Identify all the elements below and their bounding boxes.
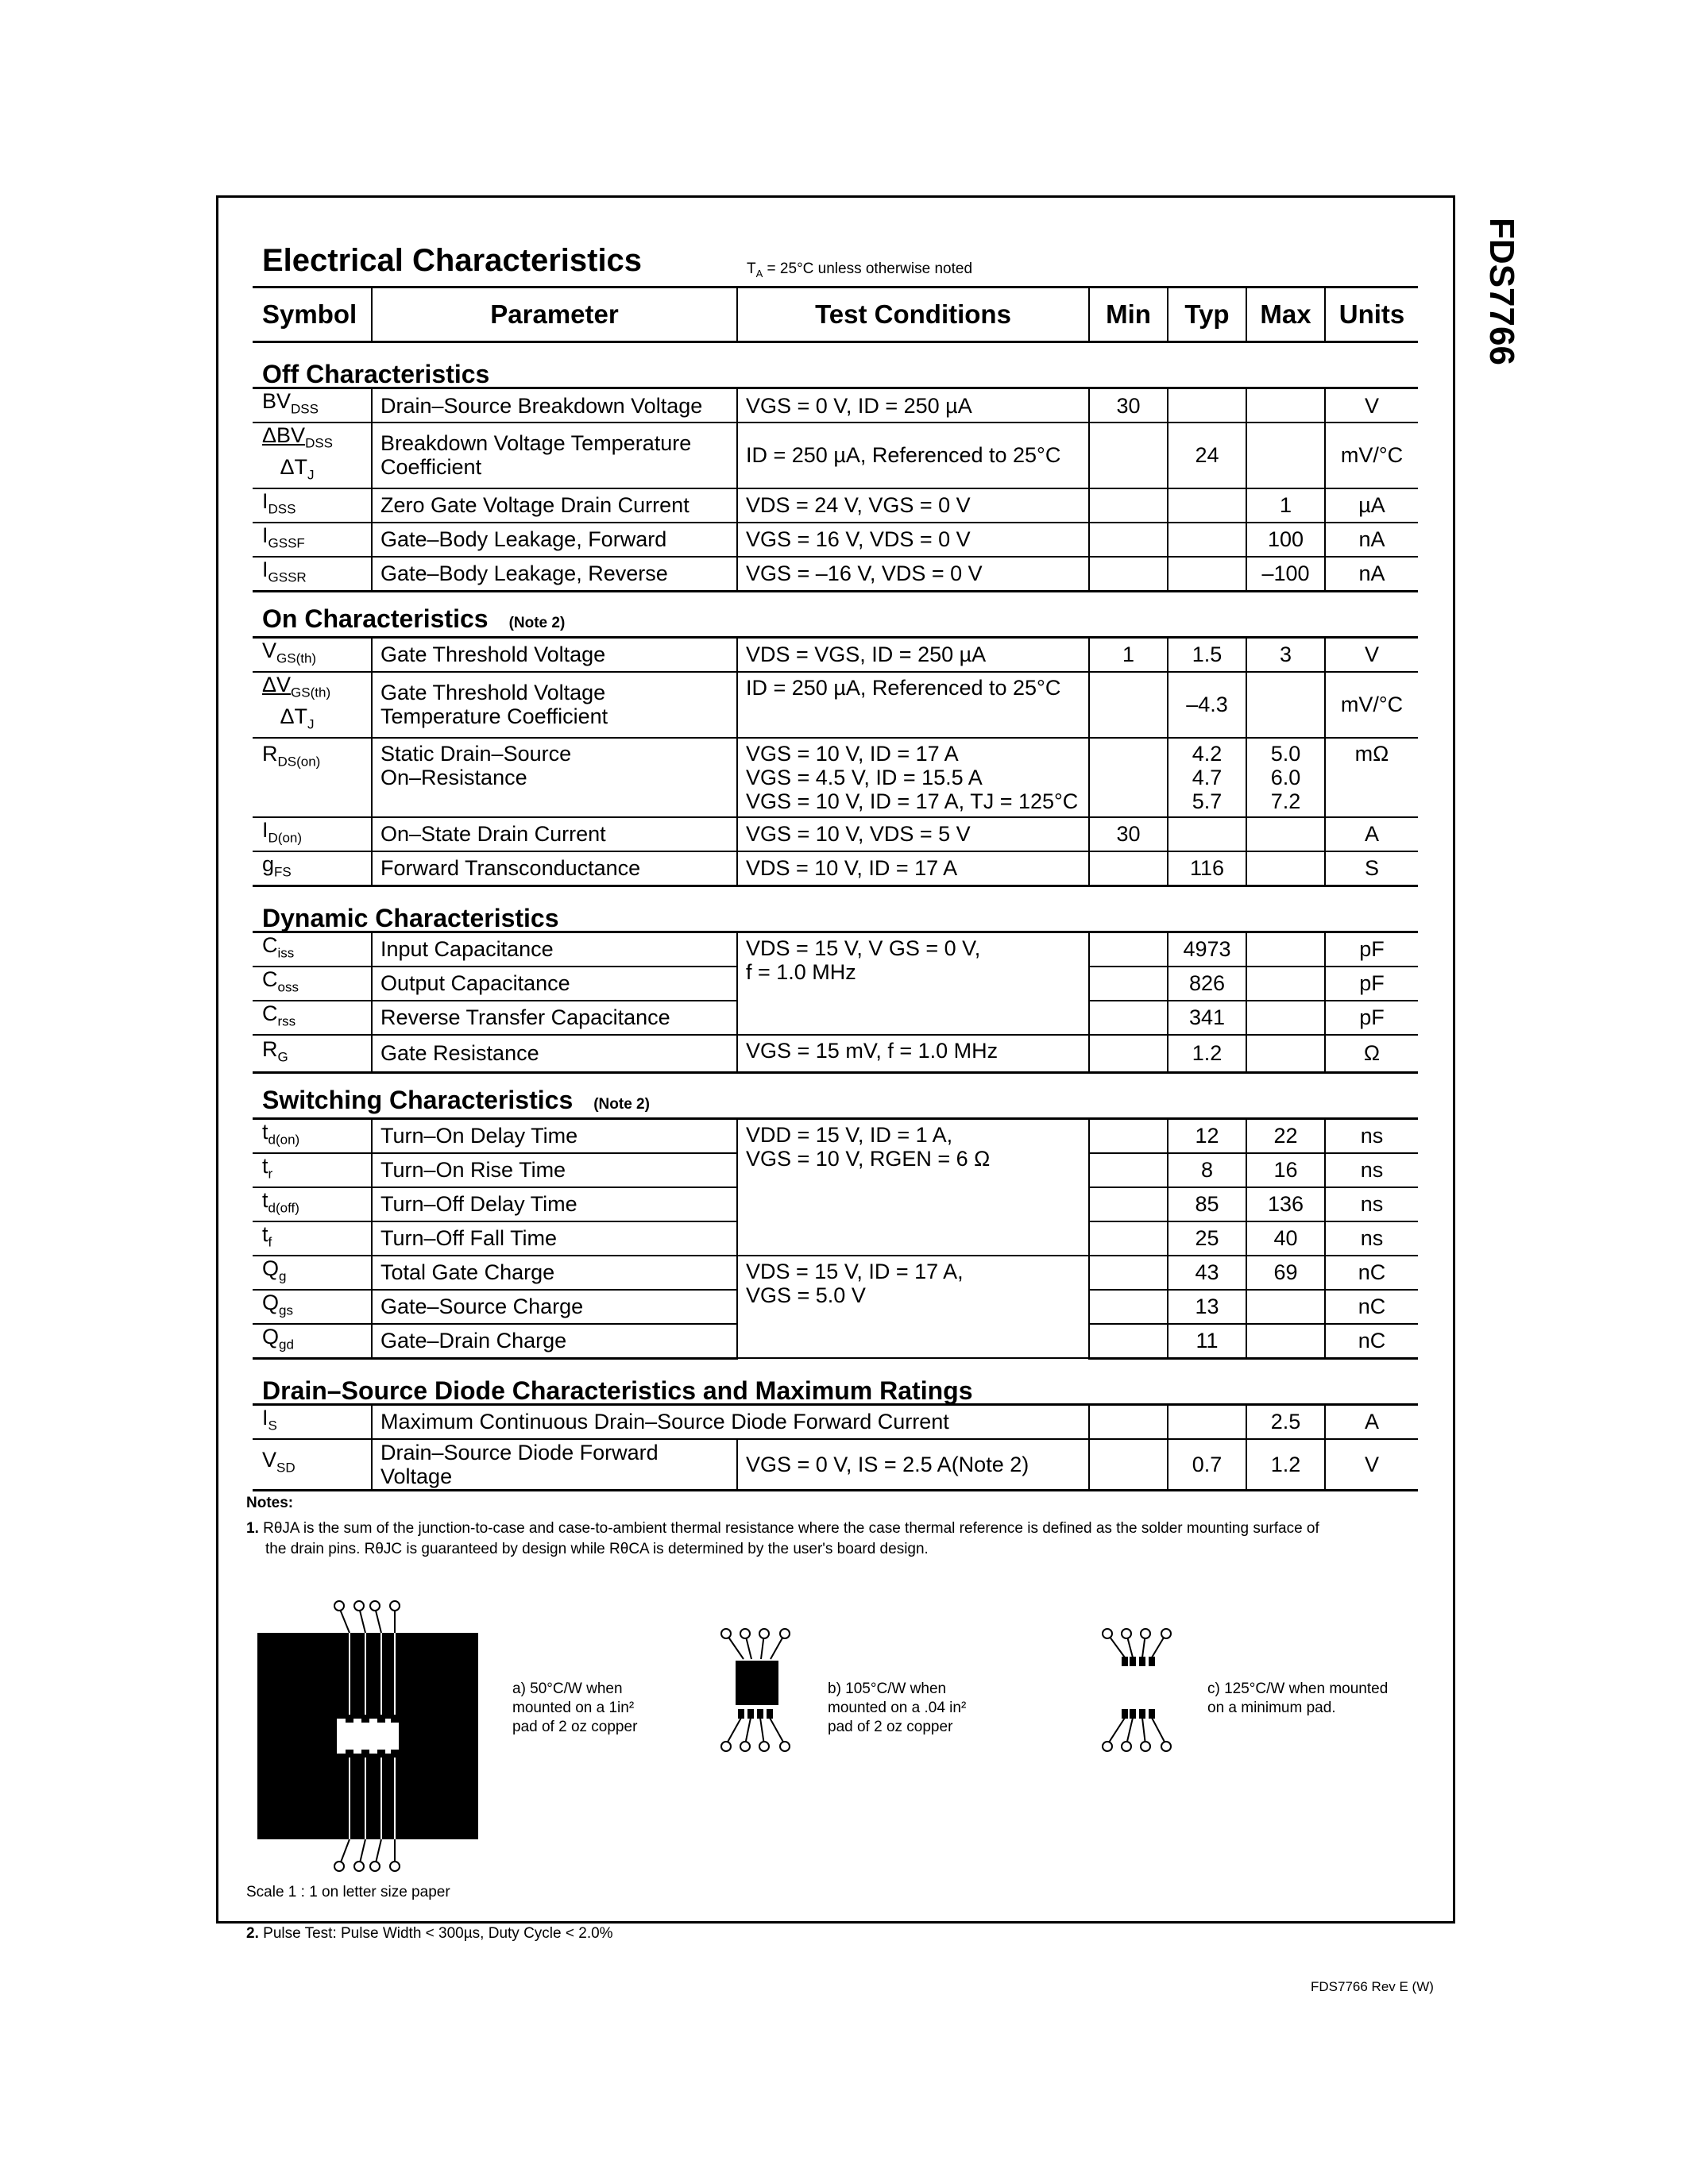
symbol-cell: $I_{GSSR}$ (253, 557, 372, 592)
max-cell (1246, 388, 1325, 423)
parameter-cell: Forward Transconductance (372, 851, 737, 886)
table-row (253, 388, 1418, 423)
test-cell: ID = 250 µA, Referenced to 25°C (737, 423, 1089, 488)
table-row (253, 523, 1418, 557)
parameter-cell: Gate–Drain Charge (372, 1324, 737, 1359)
test-cell: VDS = 15 V, ID = 17 A, VGS = 5.0 V (737, 1256, 1089, 1359)
note-2: 2. Pulse Test: Pulse Width < 300µs, Duty Cycle < 2.0% (246, 1925, 613, 1942)
units-cell: mΩ (1325, 738, 1418, 817)
max-cell (1246, 851, 1325, 886)
parameter-cell: Turn–Off Fall Time (372, 1221, 737, 1256)
units-cell: pF (1325, 932, 1418, 967)
units-cell: S (1325, 851, 1418, 886)
parameter-cell: Gate–Body Leakage, Forward (372, 523, 737, 557)
test-cell: VDS = 10 V, ID = 17 A (737, 851, 1089, 886)
typ-cell: 12 (1168, 1118, 1246, 1153)
symbol-cell: $t_{d(on)}$ (253, 1118, 372, 1153)
max-cell (1246, 967, 1325, 1001)
parameter-cell: Output Capacitance (372, 967, 737, 1001)
typ-cell (1168, 388, 1246, 423)
parameter-cell: Reverse Transfer Capacitance (372, 1001, 737, 1035)
max-cell (1246, 1290, 1325, 1324)
typ-cell: 0.7 (1168, 1439, 1246, 1491)
symbol-cell: $I_{GSSF}$ (253, 523, 372, 557)
pad-caption-c: c) 125°C/W when mounted on a minimum pad. (1207, 1680, 1389, 1716)
notes-header: Notes: (246, 1495, 294, 1511)
typ-cell: 4.2 4.7 5.7 (1168, 738, 1246, 817)
test-cell: VDD = 15 V, ID = 1 A, VGS = 10 V, RGEN = 6 Ω (737, 1118, 1089, 1256)
max-cell: 69 (1246, 1256, 1325, 1290)
symbol-cell: $t_r$ (253, 1153, 372, 1187)
typ-cell: 8 (1168, 1153, 1246, 1187)
symbol-cell: $\Delta V_{GS(th)}$ $\Delta T_J$ (253, 672, 372, 738)
typ-cell (1168, 523, 1246, 557)
pad-layout-1in2-icon (256, 1596, 486, 1874)
max-cell: 136 (1246, 1187, 1325, 1221)
table-row (253, 932, 1418, 967)
max-cell (1246, 1035, 1325, 1073)
min-cell (1089, 1035, 1168, 1073)
max-cell: 16 (1246, 1153, 1325, 1187)
units-cell: V (1325, 388, 1418, 423)
symbol-cell: $V_{SD}$ (253, 1439, 372, 1491)
test-cell: VGS = 0 V, ID = 250 µA (737, 388, 1089, 423)
units-cell: V (1325, 637, 1418, 672)
electrical-characteristics-table (253, 286, 1418, 1491)
side-part-number: FDS7766 (1482, 218, 1521, 365)
units-cell: A (1325, 817, 1418, 851)
parameter-cell: Total Gate Charge (372, 1256, 737, 1290)
min-cell (1089, 967, 1168, 1001)
min-cell: 30 (1089, 388, 1168, 423)
symbol-cell: $t_{d(off)}$ (253, 1187, 372, 1221)
parameter-cell: Gate Threshold Voltage Temperature Coefficient (372, 672, 737, 738)
max-cell (1246, 1001, 1325, 1035)
page-title: Electrical Characteristics (262, 243, 643, 278)
parameter-cell: Drain–Source Diode Forward Voltage (372, 1439, 737, 1491)
units-cell: nC (1325, 1256, 1418, 1290)
test-cell: VGS = 0 V, IS = 2.5 A(Note 2) (737, 1439, 1089, 1491)
test-cell: VGS = –16 V, VDS = 0 V (737, 557, 1089, 592)
pad-layout-minimum-icon (1096, 1624, 1184, 1759)
pad-caption-a: a) 50°C/W when mounted on a 1in² pad of 2 oz copper (512, 1680, 638, 1735)
typ-cell: 4973 (1168, 932, 1246, 967)
parameter-cell: Turn–On Delay Time (372, 1118, 737, 1153)
max-cell: 22 (1246, 1118, 1325, 1153)
max-cell: 1.2 (1246, 1439, 1325, 1491)
min-cell (1089, 932, 1168, 967)
header-units: Units (1325, 287, 1418, 342)
symbol-cell: $R_{DS(on)}$ (253, 738, 372, 817)
min-cell (1089, 1118, 1168, 1153)
symbol-cell: $C_{iss}$ (253, 932, 372, 967)
table-row (253, 423, 1418, 488)
units-cell: ns (1325, 1187, 1418, 1221)
section-switching: Switching Characteristics (Note 2) (253, 1072, 1418, 1118)
test-cell: VGS = 16 V, VDS = 0 V (737, 523, 1089, 557)
section-diode: Drain–Source Diode Characteristics and Maximum Ratings (253, 1358, 1418, 1404)
min-cell (1089, 1324, 1168, 1359)
parameter-cell: Turn–Off Delay Time (372, 1187, 737, 1221)
scale-note: Scale 1 : 1 on letter size paper (246, 1884, 450, 1900)
units-cell: ns (1325, 1153, 1418, 1187)
max-cell (1246, 423, 1325, 488)
min-cell (1089, 523, 1168, 557)
min-cell (1089, 738, 1168, 817)
table-row (253, 1118, 1418, 1153)
units-cell: nC (1325, 1290, 1418, 1324)
parameter-cell: Input Capacitance (372, 932, 737, 967)
footer-revision: FDS7766 Rev E (W) (1311, 1979, 1434, 1994)
max-cell (1246, 817, 1325, 851)
units-cell: mV/°C (1325, 672, 1418, 738)
parameter-cell: Gate–Source Charge (372, 1290, 737, 1324)
symbol-cell: $\Delta BV_{DSS}$ $\Delta T_J$ (253, 423, 372, 488)
section-dynamic: Dynamic Characteristics (253, 886, 1418, 932)
units-cell: pF (1325, 967, 1418, 1001)
max-cell: 1 (1246, 488, 1325, 523)
symbol-cell: $C_{oss}$ (253, 967, 372, 1001)
max-cell: –100 (1246, 557, 1325, 592)
section-off: Off Characteristics (253, 342, 1418, 388)
table-row (253, 488, 1418, 523)
symbol-cell: $t_f$ (253, 1221, 372, 1256)
typ-cell (1168, 817, 1246, 851)
pad-layout-004in2-icon (715, 1624, 802, 1759)
min-cell (1089, 423, 1168, 488)
typ-cell: 1.5 (1168, 637, 1246, 672)
test-cell: VDS = 24 V, VGS = 0 V (737, 488, 1089, 523)
min-cell (1089, 1404, 1168, 1439)
typ-cell: 85 (1168, 1187, 1246, 1221)
units-cell: A (1325, 1404, 1418, 1439)
max-cell: 2.5 (1246, 1404, 1325, 1439)
typ-cell: 116 (1168, 851, 1246, 886)
symbol-cell: $I_{DSS}$ (253, 488, 372, 523)
test-cell: VGS = 10 V, ID = 17 A VGS = 4.5 V, ID = 15.5 A VGS = 10 V, ID = 17 A, TJ = 125°C (737, 738, 1089, 817)
max-cell: 100 (1246, 523, 1325, 557)
typ-cell (1168, 1404, 1246, 1439)
table-row (253, 851, 1418, 886)
typ-cell: 341 (1168, 1001, 1246, 1035)
units-cell: pF (1325, 1001, 1418, 1035)
table-row (253, 738, 1418, 817)
min-cell (1089, 672, 1168, 738)
note-1: 1. RθJA is the sum of the junction-to-case and case-to-ambient thermal resistance where the case thermal reference is defined as the solder mounting surface of the drain pins. RθJC is guaranteed by design while RθCA is determined by the user's board design. (246, 1520, 1319, 1557)
min-cell (1089, 851, 1168, 886)
pad-caption-b: b) 105°C/W when mounted on a .04 in² pad of 2 oz copper (828, 1680, 967, 1735)
test-cell: VGS = 15 mV, f = 1.0 MHz (737, 1035, 1089, 1073)
min-cell (1089, 557, 1168, 592)
parameter-cell: Gate Resistance (372, 1035, 737, 1073)
units-cell: V (1325, 1439, 1418, 1491)
symbol-cell: $BV_{DSS}$ (253, 388, 372, 423)
units-cell: nA (1325, 523, 1418, 557)
symbol-cell: $V_{GS(th)}$ (253, 637, 372, 672)
test-cell: VGS = 10 V, VDS = 5 V (737, 817, 1089, 851)
header-typ: Typ (1168, 287, 1246, 342)
max-cell (1246, 672, 1325, 738)
typ-cell (1168, 557, 1246, 592)
min-cell (1089, 1290, 1168, 1324)
min-cell (1089, 1001, 1168, 1035)
units-cell: ns (1325, 1118, 1418, 1153)
test-cell: ID = 250 µA, Referenced to 25°C (737, 672, 1089, 738)
min-cell (1089, 1153, 1168, 1187)
min-cell (1089, 488, 1168, 523)
parameter-cell: Drain–Source Breakdown Voltage (372, 388, 737, 423)
table-row (253, 637, 1418, 672)
min-cell: 1 (1089, 637, 1168, 672)
symbol-cell: $C_{rss}$ (253, 1001, 372, 1035)
header-test-conditions: Test Conditions (737, 287, 1089, 342)
table-row (253, 1439, 1418, 1491)
max-cell (1246, 932, 1325, 967)
typ-cell: 826 (1168, 967, 1246, 1001)
parameter-cell: Static Drain–Source On–Resistance (372, 738, 737, 817)
max-cell: 3 (1246, 637, 1325, 672)
section-on: On Characteristics (Note 2) (253, 591, 1418, 637)
condition-note: $T_A = 25^\circ C$ unless otherwise noted (747, 260, 973, 280)
test-cell: VDS = VGS, ID = 250 µA (737, 637, 1089, 672)
min-cell (1089, 1221, 1168, 1256)
typ-cell: 25 (1168, 1221, 1246, 1256)
symbol-cell: $g_{FS}$ (253, 851, 372, 886)
notes-block (246, 1493, 1422, 1560)
typ-cell: 43 (1168, 1256, 1246, 1290)
typ-cell: 11 (1168, 1324, 1246, 1359)
min-cell (1089, 1256, 1168, 1290)
units-cell: nC (1325, 1324, 1418, 1359)
test-cell: VDS = 15 V, V GS = 0 V, f = 1.0 MHz (737, 932, 1089, 1035)
parameter-cell: Zero Gate Voltage Drain Current (372, 488, 737, 523)
typ-cell: 1.2 (1168, 1035, 1246, 1073)
max-cell: 5.0 6.0 7.2 (1246, 738, 1325, 817)
parameter-cell: Gate–Body Leakage, Reverse (372, 557, 737, 592)
typ-cell: –4.3 (1168, 672, 1246, 738)
table-row (253, 557, 1418, 592)
typ-cell: 24 (1168, 423, 1246, 488)
typ-cell: 13 (1168, 1290, 1246, 1324)
units-cell: Ω (1325, 1035, 1418, 1073)
min-cell (1089, 1187, 1168, 1221)
units-cell: µA (1325, 488, 1418, 523)
parameter-cell: On–State Drain Current (372, 817, 737, 851)
table-row (253, 817, 1418, 851)
table-row (253, 672, 1418, 738)
symbol-cell: $I_S$ (253, 1404, 372, 1439)
max-cell: 40 (1246, 1221, 1325, 1256)
table-row (253, 1404, 1418, 1439)
header-min: Min (1089, 287, 1168, 342)
symbol-cell: $I_{D(on)}$ (253, 817, 372, 851)
symbol-cell: $Q_{gs}$ (253, 1290, 372, 1324)
parameter-cell: Maximum Continuous Drain–Source Diode Forward Current (372, 1404, 1089, 1439)
header-max: Max (1246, 287, 1325, 342)
symbol-cell: $R_G$ (253, 1035, 372, 1073)
header-symbol: Symbol (253, 287, 372, 342)
parameter-cell: Turn–On Rise Time (372, 1153, 737, 1187)
units-cell: ns (1325, 1221, 1418, 1256)
max-cell (1246, 1324, 1325, 1359)
units-cell: nA (1325, 557, 1418, 592)
parameter-cell: Gate Threshold Voltage (372, 637, 737, 672)
min-cell (1089, 1439, 1168, 1491)
typ-cell (1168, 488, 1246, 523)
min-cell: 30 (1089, 817, 1168, 851)
header-parameter: Parameter (372, 287, 737, 342)
symbol-cell: $Q_g$ (253, 1256, 372, 1290)
table-row (253, 1256, 1418, 1290)
parameter-cell: Breakdown Voltage Temperature Coefficient (372, 423, 737, 488)
table-header-row (253, 287, 1418, 342)
units-cell: mV/°C (1325, 423, 1418, 488)
symbol-cell: $Q_{gd}$ (253, 1324, 372, 1359)
table-row (253, 1035, 1418, 1073)
